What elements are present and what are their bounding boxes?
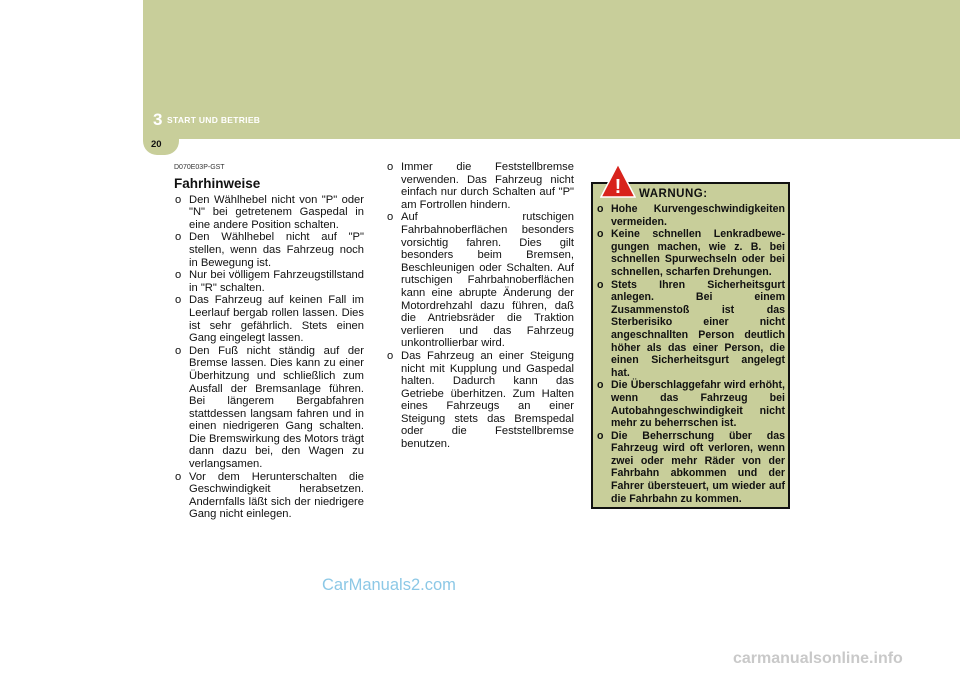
warning-item (596, 279, 785, 380)
list-item-text: Den Fuß nicht ständig auf der Bremse lassen. Dies kann zu einer Überhitzung und schließlich zum Ausfall der Bremsanlage führen. Bei längerem Bergabfahren stattdessen langsam fahren und in einen niedrigeren Gang schalten. Die Bremswirkung des Motors trägt dann dazu bei, den Wagen zu verlangsamen. (189, 344, 364, 471)
warning-list (596, 203, 785, 505)
warning-item (596, 379, 785, 429)
bullet-mark: o (387, 349, 394, 362)
list-item-text: Vor dem Herunterschalten die Geschwindigkeit herabsetzen. Andernfalls läßt sich der niedrigere Gang nicht einlegen. (189, 470, 364, 521)
header-band (143, 0, 960, 139)
bullet-mark: o (175, 344, 182, 357)
list-item-text: Auf rutschigen Fahrbahnoberflächen besonders vorsichtig fahren. Dies gilt besonders beim Bremsen, Beschleunigen oder Schalten. Auf rutschigen Fahrbahnoberflächen kann eine abrupte Änderung der Motordrehzahl dazu führen, daß die Antriebsräder die Traktion verlieren und das Fahrzeug unkontrollierbar wird. (401, 211, 574, 350)
bullet-mark: o (387, 161, 394, 173)
list-item-text: Nur bei völligem Fahrzeugstillstand in "R" schalten. (189, 269, 364, 294)
bullet-mark: o (175, 470, 182, 483)
warning-item (596, 203, 785, 228)
list-item (174, 194, 364, 232)
list-item-text: Das Fahrzeug auf keinen Fall im Leerlauf bergab rollen lassen. Dies ist sehr gefährlich. Stets einen Gang eingelegt lassen. (189, 294, 364, 345)
warning-icon-glyph: ! (614, 176, 622, 198)
watermark-link[interactable]: CarManuals2.com (322, 576, 456, 594)
list-item (174, 294, 364, 344)
bullet-mark: o (175, 269, 182, 282)
bullet-mark: o (597, 228, 604, 241)
section-title: Fahrhinweise (174, 175, 261, 191)
section-code: D070E03P-GST (174, 164, 225, 171)
warning-item-text: Stets Ihren Sicherheitsgurt anlegen. Bei einem Zusammenstoß ist das Sterberisiko einer nicht angeschnallten Person deutlich höher als das einer Person, die einen Sicherheitsgurt angelegt hat. (611, 278, 785, 379)
list-item-text: Immer die Feststellbremse verwenden. Das Fahrzeug nicht einfach nur durch Schalten auf "P" am Fortrollen hindern. (401, 161, 574, 211)
list-item (174, 471, 364, 521)
list-item (386, 350, 574, 451)
list-item (174, 231, 364, 269)
list-item (386, 211, 574, 350)
bullet-mark: o (597, 379, 604, 392)
warning-item (596, 430, 785, 506)
bullet-mark: o (175, 231, 182, 244)
warning-item-text: Die Überschlaggefahr wird erhöht, wenn das Fahrzeug bei Autobahngeschwindigkeit nicht mehr zu beherrschen ist. (611, 379, 785, 430)
warning-item-text: Hohe Kurvengeschwindigkeiten vermeiden. (611, 203, 785, 228)
list-item (386, 161, 574, 211)
middle-column (386, 161, 574, 451)
warning-exclamation-icon (600, 163, 636, 199)
driving-tips-list-continued (386, 161, 574, 451)
bullet-mark: o (175, 193, 182, 206)
footer-watermark: carmanualsonline.info (733, 650, 903, 667)
driving-tips-list (174, 194, 364, 521)
warning-item-text: Keine schnellen Lenkradbewe-gungen machen, wie z. B. bei schnellen Spurwechseln oder bei schnellen, scharfen Drehungen. (611, 228, 785, 278)
warning-item (596, 228, 785, 278)
bullet-mark: o (597, 429, 604, 442)
list-item-text: Das Fahrzeug an einer Steigung nicht mit Kupplung und Gaspedal halten. Dadurch kann das Getriebe überhitzen. Zum Halten eines Fahrzeugs an einer Steigung stets das Bremspedal oder die Feststellbremse benutzen. (401, 349, 574, 451)
bullet-mark: o (387, 211, 394, 224)
list-item (174, 269, 364, 294)
list-item (174, 345, 364, 471)
chapter-number: 3 (153, 110, 163, 129)
chapter-title: START UND BETRIEB (167, 115, 261, 125)
bullet-mark: o (175, 294, 182, 307)
left-column (174, 162, 364, 521)
list-item-text: Den Wählhebel nicht von "P" oder "N" bei getretenem Gaspedal in eine andere Position schalten. (189, 193, 364, 231)
bullet-mark: o (597, 278, 604, 291)
warning-title: WARNUNG: (639, 188, 708, 200)
list-item-text: Den Wählhebel nicht auf "P" stellen, wenn das Fahrzeug noch in Bewegung ist. (189, 231, 364, 269)
bullet-mark: o (597, 203, 604, 215)
page-number: 20 (151, 139, 162, 150)
warning-item-text: Die Beherrschung über das Fahrzeug wird oft verloren, wenn zwei oder mehr Räder von der Fahrbahn abkommen und der Fahrer übersteuert, um wieder auf die Fahrbahn zu kommen. (611, 429, 785, 505)
